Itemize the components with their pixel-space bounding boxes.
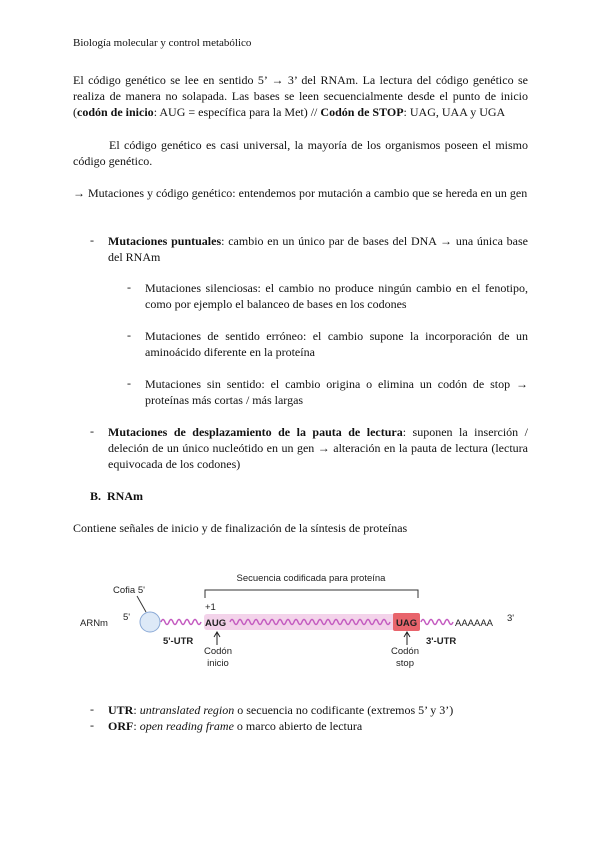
uag-codon: UAG [396,618,418,629]
three-prime-label: 3' [507,613,515,624]
coding-region [204,614,398,630]
paragraph-universal: El código genético es casi universal, la mayoría de los organismos poseen el mismo código genético. [73,138,528,168]
text: o secuencia no codificante (extremos 5’ y 3’) [234,703,454,717]
bullet-marker: - [90,424,94,438]
mrna-diagram [0,560,600,675]
bold-text: Mutaciones puntuales [108,234,222,248]
text: : UAG, UAA y UGA [403,105,506,119]
cap-pointer [137,596,146,612]
bullet-marker: - [127,328,131,342]
bullet-desplazamiento [108,424,528,472]
sub-bullet: Mutaciones silenciosas: el cambio no produce ningún cambio en el fenotipo, como por ejemplo el balanceo de bases en los codones [145,281,528,311]
bullet-marker: - [127,376,131,390]
italic-text: untranslated region [139,703,235,717]
text: : cambio en un único par de bases del DNA → una única base del RNAm [108,234,528,264]
arrow-icon [214,632,410,645]
bold-text: codón de inicio [77,105,154,119]
italic-text: open reading frame [139,719,234,733]
utr5-label: 5'-UTR [163,636,194,647]
start-label: inicio [207,658,229,669]
text: : suponen la inserción / deleción de un único nucleótido en un gen → alteración en la pauta de lectura (lectura equivocada de los codones) [108,425,528,471]
bullet-orf [108,718,528,734]
section-heading: B. RNAm [90,489,143,503]
plus-one-label: +1 [205,602,216,613]
cap-label: Cofia 5' [113,585,145,596]
page-header: Biología molecular y control metabólico [73,37,252,49]
bullet-utr [108,702,528,718]
text: : [133,703,140,717]
utr3-label: 3'-UTR [426,636,457,647]
diagram-title: Secuencia codificada para proteína [236,573,386,584]
paragraph-codigo [73,72,528,120]
bullet-marker: - [90,702,94,716]
mrna-label: ARNm [80,618,108,629]
bullet-marker: - [90,718,94,732]
aug-codon: AUG [205,618,227,629]
paragraph-contiene: Contiene señales de inicio y de finalización de la síntesis de proteínas [73,521,408,535]
bullet-marker: - [127,280,131,294]
text: : AUG = específica para la Met) // [153,105,321,119]
bold-text: Mutaciones de desplazamiento de la pauta de lectura [108,425,403,439]
bullet-marker: - [90,233,94,247]
paragraph-mutaciones: → Mutaciones y código genético: entendemos por mutación a cambio que se hereda en un gen [73,186,528,200]
bullet-puntuales [108,233,528,265]
five-prime-label: 5' [123,612,131,623]
bold-text: UTR [108,703,134,717]
bold-text: Codón de STOP [320,105,404,119]
start-label: Codón [204,646,232,657]
sub-bullet: Mutaciones sin sentido: el cambio origina o elimina un codón de stop → proteínas más cortas / más largas [145,377,528,407]
text: El código genético se lee en sentido 5’ → 3’ del RNAm. La lectura del código genético se realiza de manera no solapada. Las bases se leen secuencialmente desde el punto de inicio ( [73,73,528,119]
poly-a-tail: AAAAAA [455,618,494,629]
text: o marco abierto de lectura [233,719,363,733]
bold-text: ORF [108,719,134,733]
coding-bracket [205,590,418,598]
sub-bullet: Mutaciones de sentido erróneo: el cambio supone la incorporación de un aminoácido diferente en la proteína [145,329,528,359]
cap-icon [140,612,160,632]
stop-label: stop [396,658,414,669]
text: : [133,719,140,733]
stop-label: Codón [391,646,419,657]
